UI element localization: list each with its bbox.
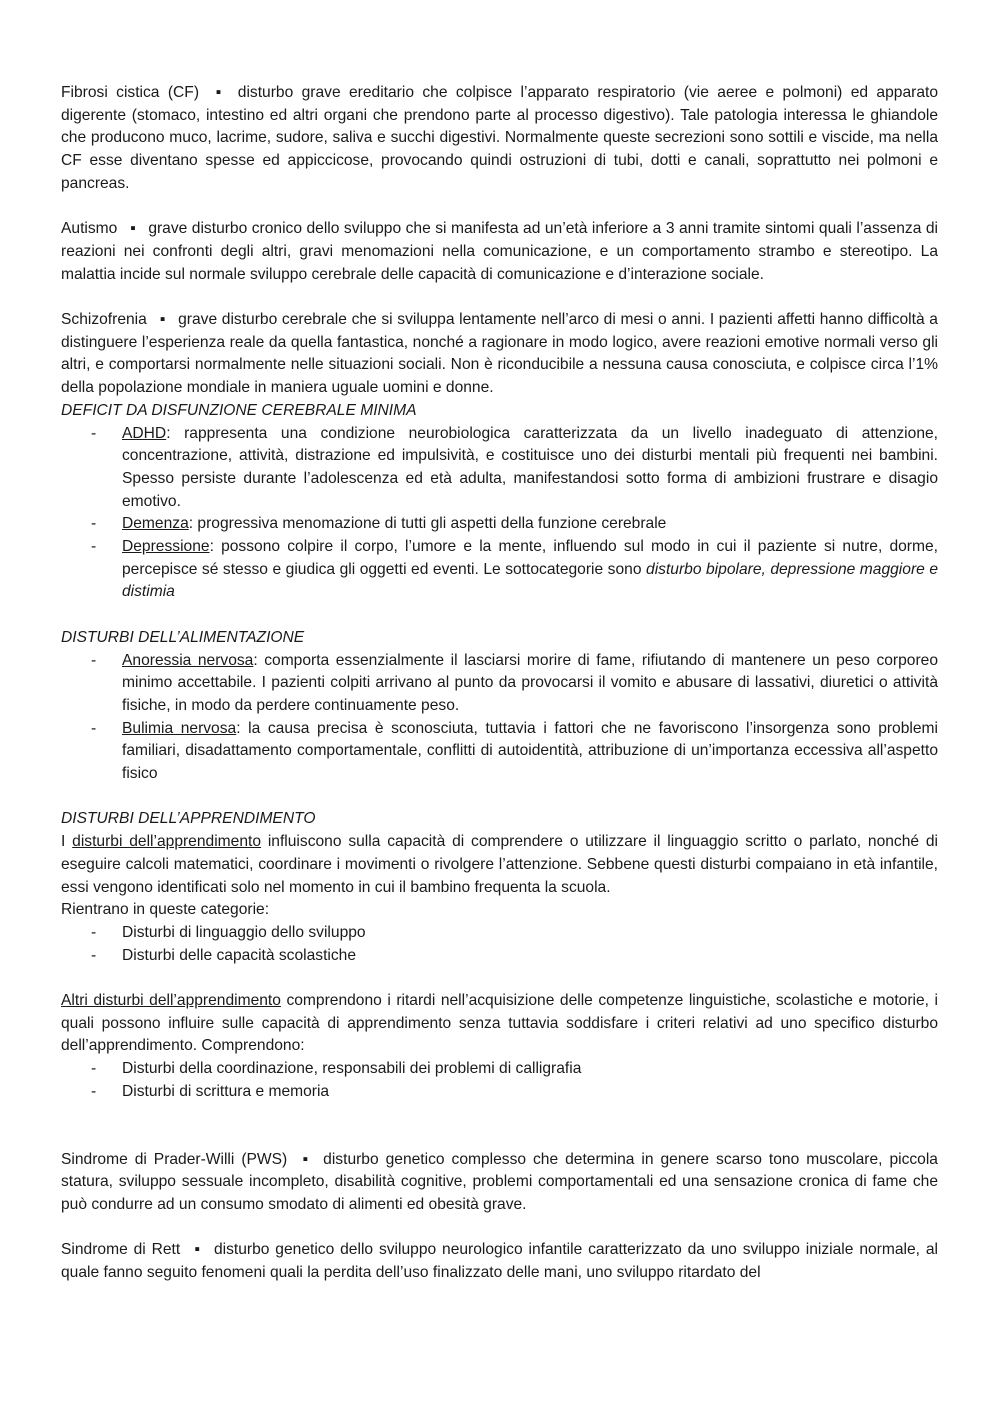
term-bulimia: Bulimia nervosa xyxy=(122,719,237,737)
definition-text: : progressiva menomazione di tutti gli aspetti della funzione cerebrale xyxy=(188,515,667,533)
term-anoressia: Anoressia nervosa xyxy=(122,651,254,669)
list-item: - Disturbi delle capacità scolastiche xyxy=(61,945,938,968)
list-item-adhd xyxy=(61,423,938,514)
list-item: - Disturbi di linguaggio dello sviluppo xyxy=(61,922,938,945)
bullet-separator: ▪ xyxy=(159,311,166,328)
definition-text: grave disturbo cronico dello sviluppo che si manifesta ad un’età inferiore a 3 anni tramite sintomi quali l’assenza di reazioni nei confronti degli altri, gravi menomazioni nella comunicazione, e un comportamento strambo e stereotipo. La malattia incide sul normale sviluppo cerebrale delle capacità di comunicazione e d’interazione sociale. xyxy=(61,220,938,283)
deficit-list xyxy=(61,423,938,605)
term-rett: Sindrome di Rett xyxy=(61,1241,181,1259)
bullet-separator: ▪ xyxy=(194,1241,200,1259)
paragraph-altri-disturbi xyxy=(61,990,938,1058)
paragraph-schizofrenia xyxy=(61,309,938,400)
term-fibrosi-cistica: Fibrosi cistica (CF) xyxy=(61,84,200,101)
paragraph-rett xyxy=(61,1239,938,1284)
term-schizofrenia: Schizofrenia xyxy=(61,311,147,328)
bullet-separator: ▪ xyxy=(302,1150,308,1168)
definition-text: : rappresenta una condizione neurobiologica caratterizzata da un livello inadeguato di attenzione, concentrazione, attività, distrazione ed impulsività, e costituisce uno dei disturbi mentali più frequenti nei bambini. Spesso persiste durante l’adolescenza ed età adulta, manifestandosi sotto forma di ambizioni frustrare e disagio emotivo. xyxy=(122,424,938,510)
document-body xyxy=(61,82,938,1285)
heading-alimentazione: DISTURBI DELL’ALIMENTAZIONE xyxy=(61,628,305,646)
heading-deficit: DEFICIT DA DISFUNZIONE CEREBRALE MINIMA xyxy=(61,401,417,419)
paragraph-prader-willi xyxy=(61,1149,938,1217)
bullet-separator: ▪ xyxy=(130,220,136,238)
definition-text: : la causa precisa è sconosciuta, tuttavia i fattori che ne favoriscono l’insorgenza sono problemi familiari, disadattamento comportamentale, conflitti di autoidentità, attribuzione di un’importanza eccessiva all’aspetto fisico xyxy=(122,719,938,783)
definition-text: comprendono i ritardi nell’acquisizione delle competenze linguistiche, scolastiche e motorie, i quali possono influire sulle capacità di apprendimento senza tuttavia soddisfare i criteri relativi ad uno specifico disturbo dell’apprendimento. Comprendono: xyxy=(61,992,938,1055)
intro-text: influiscono sulla capacità di comprendere o utilizzare il linguaggio scritto o parlato, nonché di eseguire calcoli matematici, coordinare i movimenti o rivolgere l’attenzione. Sebbene questi disturbi compaiano in età infantile, essi vengono identificati solo nel momento in cui il bambino frequenta la scuola. xyxy=(61,833,939,896)
alimentazione-list xyxy=(61,650,938,786)
term-demenza: Demenza xyxy=(122,515,189,533)
definition-text: disturbo grave ereditario che colpisce l’apparato respiratorio (vie aeree e polmoni) ed apparato digerente (stomaco, intestino ed altri organi che prendono parte al processo digestivo). Tale patologia interessa le ghiandole che producono muco, lacrime, sudore, saliva e succhi digestivi. Normalmente queste secrezioni sono sottili e viscide, ma nella CF esse diventano spesse ed appiccicose, provocando quindi ostruzioni di tubi, dotti e canali, soprattutto nei polmoni e pancreas. xyxy=(61,84,938,192)
list-item-demenza xyxy=(61,513,938,536)
list-item: - Disturbi di scrittura e memoria xyxy=(61,1081,938,1104)
definition-text: disturbo genetico dello sviluppo neurologico infantile caratterizzato da uno sviluppo iniziale normale, al quale fanno seguito fenomeni quali la perdita dell’uso finalizzato delle mani, uno sviluppo ritardato del xyxy=(61,1241,938,1282)
bullet-separator: ▪ xyxy=(215,84,222,101)
definition-text: : comporta essenzialmente il lasciarsi morire di fame, rifiutando di mantenere un peso corporeo minimo accettabile. I pazienti colpiti arrivano al punto da provocarsi il vomito e abusare di lassativi, diuretici o attività fisiche, in modo da perdere continuamente peso. xyxy=(122,651,939,714)
definition-text: grave disturbo cerebrale che si sviluppa lentamente nell’arco di mesi o anni. I pazienti affetti hanno difficoltà a distinguere l’esperienza reale da quella fantastica, nonché a ragionare in modo logico, avere reazioni emotive normali verso gli altri, e comportarsi normalmente nelle situazioni sociali. Non è riconducibile a nessuna causa conosciuta, e colpisce circa l’1% della popolazione mondiale in maniera uguale uomini e donne. xyxy=(61,311,938,397)
heading-apprendimento: DISTURBI DELL’APPRENDIMENTO xyxy=(61,810,316,828)
definition-text: disturbo genetico complesso che determina in genere scarso tono muscolare, piccola statura, sviluppo sessuale incompleto, disabilità cognitive, problemi comportamentali ed una sensazione cronica di fame che può condurre ad un consumo smodato di alimenti ed obesità grave. xyxy=(61,1150,938,1213)
list-item-anoressia xyxy=(61,650,938,718)
list-item-bulimia xyxy=(61,718,938,786)
definition-text: : possono colpire il corpo, l’umore e la mente, influendo sul modo in cui il paziente si nutre, dorme, percepisce sé stesso e giudica gli oggetti ed eventi. Le sottocategorie sono xyxy=(122,538,938,578)
term-prader-willi: Sindrome di Prader-Willi (PWS) xyxy=(61,1150,288,1168)
paragraph-fibrosi-cistica xyxy=(61,82,938,196)
list-item-depressione xyxy=(61,536,938,604)
intro-prefix: I xyxy=(61,833,73,851)
apprendimento-list xyxy=(61,922,938,967)
term-adhd: ADHD xyxy=(122,424,167,442)
subcategories-text: disturbo bipolare, depressione maggiore e distimia xyxy=(122,560,938,601)
term-disturbi-apprendimento: disturbi dell’apprendimento xyxy=(72,833,262,851)
paragraph-autismo xyxy=(61,218,938,286)
term-depressione: Depressione xyxy=(122,538,210,556)
term-autismo: Autismo xyxy=(61,220,118,238)
term-altri-disturbi: Altri disturbi dell’apprendimento xyxy=(61,992,281,1010)
list-item: - Disturbi della coordinazione, responsabili dei problemi di calligrafia xyxy=(61,1058,938,1081)
rientrano-label: Rientrano in queste categorie: xyxy=(61,901,270,919)
altri-disturbi-list xyxy=(61,1058,938,1103)
paragraph-apprendimento-intro xyxy=(61,831,938,899)
